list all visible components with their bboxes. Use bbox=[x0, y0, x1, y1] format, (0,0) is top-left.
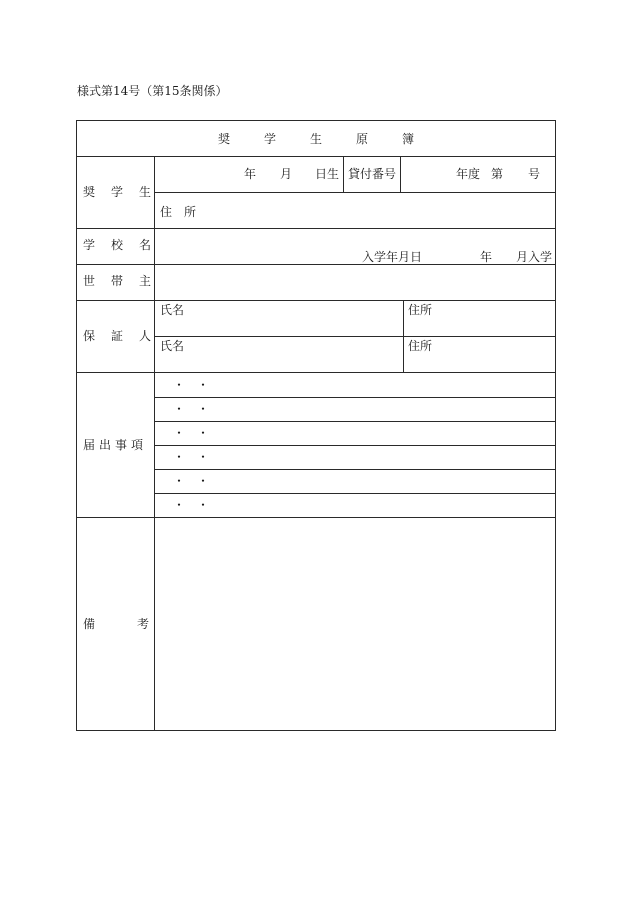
rule bbox=[154, 421, 555, 422]
number-suffix-label: 号 bbox=[528, 167, 541, 181]
label-char: 届 bbox=[83, 438, 96, 452]
rule bbox=[154, 336, 555, 337]
date-dots: ・ ・ bbox=[173, 450, 210, 464]
birth-day-label: 日生 bbox=[315, 167, 340, 181]
guarantor-name-label: 氏名 bbox=[160, 339, 185, 353]
rule bbox=[77, 156, 555, 157]
form-id: 様式第14号（第15条関係） bbox=[77, 84, 228, 98]
date-dots: ・ ・ bbox=[173, 474, 210, 488]
label-char: 事 bbox=[115, 438, 128, 452]
rule bbox=[77, 264, 555, 265]
date-dots: ・ ・ bbox=[173, 498, 210, 512]
label-char: 保 bbox=[83, 329, 96, 343]
rule bbox=[77, 517, 555, 518]
label-char: 住 bbox=[160, 205, 173, 219]
rule bbox=[77, 372, 555, 373]
notifications-label bbox=[83, 438, 143, 452]
title-char: 学 bbox=[263, 132, 276, 146]
label-char: 考 bbox=[136, 617, 149, 631]
label-char: 証 bbox=[111, 329, 124, 343]
guarantor-address-label: 住所 bbox=[408, 339, 433, 353]
rule bbox=[400, 156, 401, 192]
label-char: 世 bbox=[83, 274, 96, 288]
date-dots: ・ ・ bbox=[173, 426, 210, 440]
rule bbox=[154, 397, 555, 398]
label-char: 校 bbox=[111, 238, 124, 252]
label-char: 学 bbox=[111, 185, 124, 199]
title-char: 生 bbox=[309, 132, 322, 146]
title-char: 簿 bbox=[402, 132, 415, 146]
label-char: 奨 bbox=[83, 185, 96, 199]
label-char: 帯 bbox=[111, 274, 124, 288]
household-head-label bbox=[83, 274, 151, 288]
fiscal-year-label: 年度 bbox=[456, 167, 481, 181]
label-char: 学 bbox=[83, 238, 96, 252]
rule bbox=[343, 156, 344, 192]
guarantor-label bbox=[83, 329, 151, 343]
student-label bbox=[83, 185, 151, 199]
label-char: 名 bbox=[139, 238, 152, 252]
remarks-label bbox=[83, 617, 149, 631]
label-char: 出 bbox=[99, 438, 112, 452]
label-char: 生 bbox=[139, 185, 152, 199]
birth-month-label: 月 bbox=[280, 167, 293, 181]
admission-year-label: 年 bbox=[480, 250, 493, 264]
student-address-label bbox=[160, 205, 196, 219]
rule bbox=[77, 300, 555, 301]
rule bbox=[154, 156, 155, 730]
label-char: 備 bbox=[83, 617, 96, 631]
birth-year-label: 年 bbox=[244, 167, 257, 181]
rule bbox=[154, 469, 555, 470]
ledger-frame bbox=[76, 120, 556, 731]
admission-month-label: 月入学 bbox=[516, 250, 553, 264]
dai-label: 第 bbox=[491, 167, 504, 181]
title-char: 奨 bbox=[217, 132, 230, 146]
guarantor-name-label: 氏名 bbox=[160, 303, 185, 317]
rule bbox=[77, 228, 555, 229]
title-char: 原 bbox=[356, 132, 369, 146]
label-char: 主 bbox=[139, 274, 152, 288]
rule bbox=[154, 192, 555, 193]
rule bbox=[403, 300, 404, 372]
label-char: 項 bbox=[131, 438, 144, 452]
ledger-title bbox=[77, 132, 555, 146]
label-char: 所 bbox=[184, 205, 197, 219]
guarantor-address-label: 住所 bbox=[408, 303, 433, 317]
rule bbox=[154, 445, 555, 446]
date-dots: ・ ・ bbox=[173, 402, 210, 416]
loan-number-label: 貸付番号 bbox=[348, 167, 397, 181]
admission-date-label: 入学年月日 bbox=[362, 250, 423, 264]
school-label bbox=[83, 238, 151, 252]
label-char: 人 bbox=[139, 329, 152, 343]
date-dots: ・ ・ bbox=[173, 378, 210, 392]
rule bbox=[154, 493, 555, 494]
